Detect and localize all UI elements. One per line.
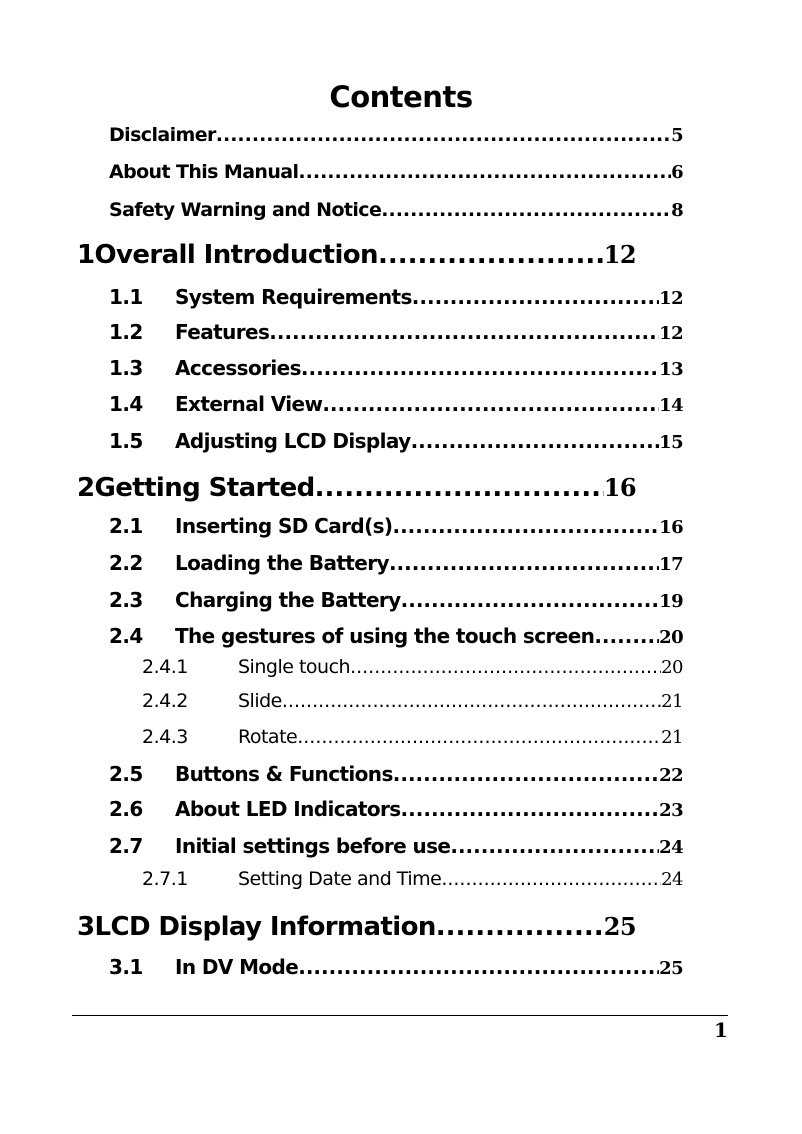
toc-entry-page: 24 — [661, 869, 683, 890]
toc-entry[interactable] — [142, 726, 683, 748]
toc-entry[interactable] — [77, 240, 636, 270]
toc-entry[interactable] — [109, 624, 683, 648]
dot-leader — [393, 762, 659, 786]
toc-entry-number: 2.1 — [109, 514, 143, 538]
dot-leader — [401, 588, 660, 612]
toc-entry-number: 2.5 — [109, 762, 143, 786]
toc-entry-number: 2 — [77, 473, 95, 503]
toc-entry-page: 8 — [671, 200, 683, 221]
toc-entry[interactable] — [142, 868, 683, 890]
toc-entry-title: Getting Started — [94, 473, 315, 503]
toc-entry-number: 2.4 — [109, 624, 143, 648]
toc-entry-title: LCD Display Information — [94, 912, 436, 942]
toc-entry-title: Setting Date and Time — [238, 868, 442, 890]
page-title: Contents — [329, 80, 473, 114]
toc-entry-page: 5 — [671, 125, 683, 146]
toc-entry-page: 12 — [659, 323, 683, 344]
toc-entry-page: 12 — [659, 288, 683, 309]
toc-entry-page: 23 — [659, 800, 683, 821]
dot-leader — [298, 955, 659, 979]
dot-leader — [216, 124, 671, 146]
dot-leader — [441, 868, 661, 890]
dot-leader — [378, 240, 604, 270]
toc-entry-title: Features — [175, 320, 270, 344]
toc-entry-page: 17 — [659, 554, 683, 575]
toc-entry-number: 2.4.3 — [142, 726, 188, 748]
toc-entry[interactable] — [109, 124, 683, 146]
toc-entry-number: 2.4.2 — [142, 690, 188, 712]
dot-leader — [411, 429, 660, 453]
toc-entry-number: 2.2 — [109, 551, 143, 575]
toc-entry-title: About This Manual — [109, 161, 299, 183]
toc-entry-title: Charging the Battery — [175, 588, 401, 612]
toc-entry[interactable] — [77, 912, 636, 942]
toc-entry[interactable] — [109, 429, 683, 453]
page-number: 1 — [714, 1018, 728, 1042]
toc-entry[interactable] — [109, 955, 683, 979]
toc-entry-number: 3 — [77, 912, 95, 942]
toc-entry[interactable] — [142, 656, 683, 678]
toc-entry-title: Loading the Battery — [175, 551, 389, 575]
toc-entry-title: Slide — [238, 690, 282, 712]
toc-entry[interactable] — [109, 797, 683, 821]
dot-leader — [297, 726, 661, 748]
toc-entry-page: 6 — [671, 162, 683, 183]
toc-entry-page: 15 — [659, 432, 683, 453]
dot-leader — [322, 392, 659, 416]
toc-entry-page: 22 — [659, 765, 683, 786]
toc-entry[interactable] — [77, 473, 636, 503]
toc-entry-title: System Requirements — [175, 285, 412, 309]
toc-entry-title: About LED Indicators — [175, 797, 401, 821]
toc-entry-title: External View — [175, 392, 323, 416]
toc-entry-number: 1.2 — [109, 320, 143, 344]
dot-leader — [269, 320, 659, 344]
dot-leader — [436, 912, 604, 942]
toc-entry-number: 1.3 — [109, 356, 143, 380]
dot-leader — [389, 551, 659, 575]
toc-entry-number: 2.4.1 — [142, 656, 188, 678]
toc-entry-page: 16 — [603, 473, 636, 502]
toc-entry-page: 24 — [659, 837, 683, 858]
toc-entry[interactable] — [142, 690, 683, 712]
toc-entry-page: 25 — [659, 958, 683, 979]
toc-entry[interactable] — [109, 588, 683, 612]
toc-entry-number: 3.1 — [109, 955, 143, 979]
toc-entry[interactable] — [109, 161, 683, 183]
toc-entry[interactable] — [109, 285, 683, 309]
toc-entry-number: 1 — [77, 240, 95, 270]
dot-leader — [301, 356, 659, 380]
dot-leader — [392, 514, 659, 538]
toc-entry[interactable] — [109, 514, 683, 538]
toc-entry-title: Accessories — [175, 356, 301, 380]
toc-entry[interactable] — [109, 320, 683, 344]
dot-leader — [450, 834, 659, 858]
toc-entry-page: 20 — [661, 657, 683, 678]
toc-entry-number: 1.1 — [109, 285, 143, 309]
toc-entry[interactable] — [109, 199, 683, 221]
toc-entry-page: 21 — [661, 691, 683, 712]
dot-leader — [298, 161, 671, 183]
toc-entry-title: Buttons & Functions — [175, 762, 393, 786]
toc-entry-page: 20 — [659, 627, 683, 648]
toc-entry-title: The gestures of using the touch screen — [175, 624, 595, 648]
footer-divider — [72, 1015, 728, 1016]
toc-entry-page: 25 — [603, 912, 636, 941]
toc-entry-number: 2.7 — [109, 834, 143, 858]
toc-entry-page: 16 — [659, 517, 683, 538]
toc-entry-title: Single touch — [238, 656, 351, 678]
toc-entry-title: Adjusting LCD Display — [175, 429, 411, 453]
dot-leader — [350, 656, 661, 678]
toc-entry-title: Disclaimer — [109, 124, 216, 146]
toc-entry[interactable] — [109, 551, 683, 575]
toc-entry-title: In DV Mode — [175, 955, 299, 979]
toc-entry-title: Inserting SD Card(s) — [175, 514, 393, 538]
toc-entry-page: 12 — [603, 240, 636, 269]
dot-leader — [412, 285, 659, 309]
toc-entry-title: Initial settings before use — [175, 834, 451, 858]
dot-leader — [381, 199, 671, 221]
toc-entry[interactable] — [109, 834, 683, 858]
toc-entry[interactable] — [109, 392, 683, 416]
toc-entry-page: 13 — [659, 359, 683, 380]
toc-entry[interactable] — [109, 762, 683, 786]
toc-entry-page: 14 — [659, 395, 683, 416]
dot-leader — [401, 797, 660, 821]
toc-entry-title: Overall Introduction — [94, 240, 378, 270]
toc-entry-number: 2.6 — [109, 797, 143, 821]
dot-leader — [282, 690, 661, 712]
toc-entry-page: 19 — [659, 591, 683, 612]
toc-entry-title: Rotate — [238, 726, 298, 748]
dot-leader — [594, 624, 659, 648]
dot-leader — [315, 473, 604, 503]
toc-entry-number: 1.5 — [109, 429, 143, 453]
toc-entry-number: 1.4 — [109, 392, 143, 416]
toc-entry-page: 21 — [661, 727, 683, 748]
toc-entry[interactable] — [109, 356, 683, 380]
toc-entry-title: Safety Warning and Notice — [109, 199, 382, 221]
toc-entry-number: 2.3 — [109, 588, 143, 612]
toc-entry-number: 2.7.1 — [142, 868, 188, 890]
